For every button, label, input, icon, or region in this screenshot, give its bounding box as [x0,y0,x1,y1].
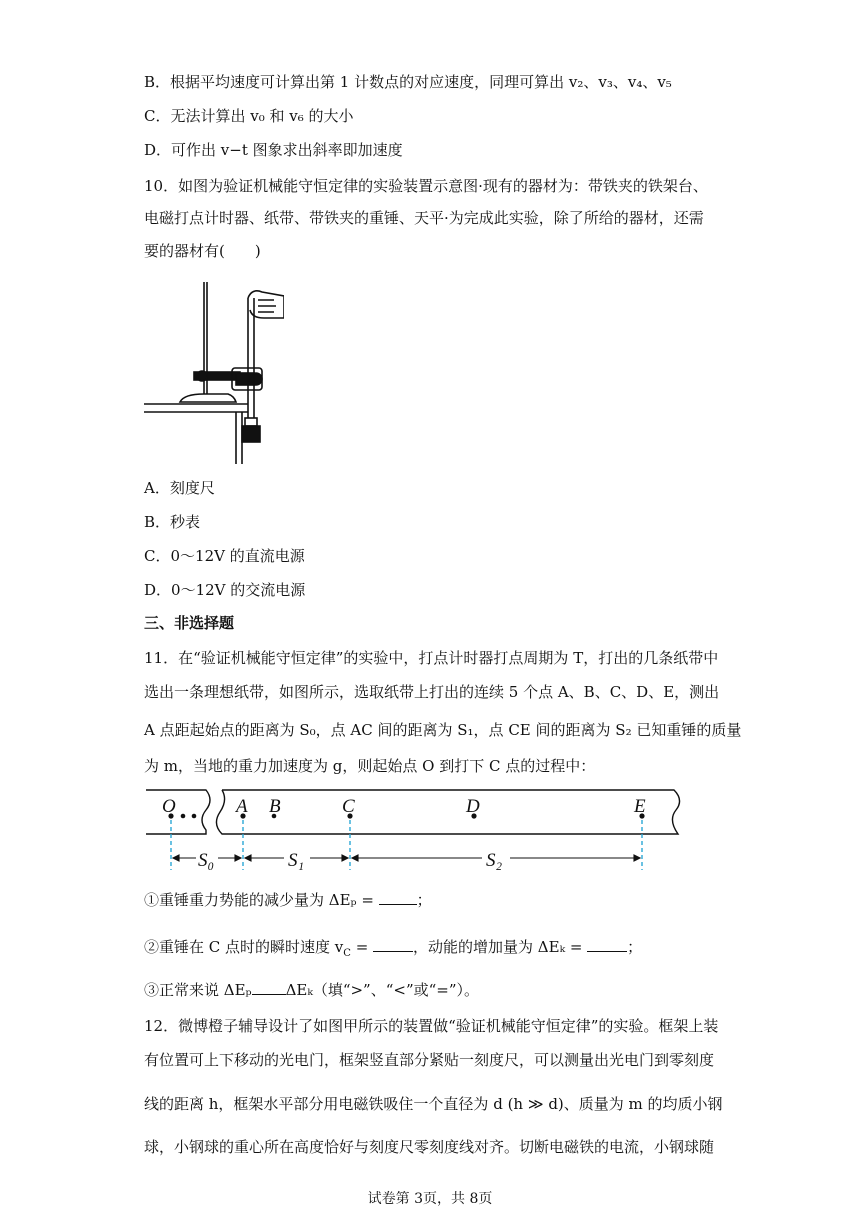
q10-option-a: A．刻度尺 [144,479,215,497]
q11-sub2-eq: = [350,938,374,956]
tape-label-a: A [236,796,248,817]
tape-label-b: B [269,796,281,817]
q12-stem-line4: 球，小钢球的重心所在高度恰好与刻度尺零刻度线对齐。切断电磁铁的电流，小钢球随 [144,1138,715,1156]
section-title: 三、非选择题 [144,614,235,632]
q10-stem-line2: 电磁打点计时器、纸带、带铁夹的重锤、天平·为完成此实验，除了所给的器材，还需 [144,209,704,227]
q11-sub1-end: ； [416,891,432,909]
q9-option-d: D．可作出 v−t 图象求出斜率即加速度 [144,141,403,159]
tape-label-c: C [342,796,355,817]
q11-sub3-text2: ΔEₖ（填“>”、“<”或“=”）。 [285,981,480,999]
q11-sub2-subscript: C [343,948,351,959]
q12-stem-line2: 有位置可上下移动的光电门，框架竖直部分紧贴一刻度尺，可以测量出光电门到零刻度 [144,1051,715,1069]
q11-sub2 [144,937,642,964]
tape-label-s2: S₂ [486,850,503,871]
q11-sub1 [144,890,432,910]
q10-stem-line3: 要的器材有( ) [144,242,261,260]
q11-stem-line4: 为 m，当地的重力加速度为 g，则起始点 O 到打下 C 点的过程中： [144,757,596,775]
q11-sub1-text: ①重锤重力势能的减少量为 ΔEₚ = [144,891,379,909]
q11-sub3-blank[interactable] [252,980,286,995]
q11-sub1-blank[interactable] [379,890,417,905]
tape-label-d: D [466,796,480,817]
q10-option-d: D．0～12V 的交流电源 [144,581,306,599]
paper-tape-figure [140,786,700,882]
apparatus-figure [144,278,284,464]
q10-option-b: B．秒表 [144,513,201,531]
q11-sub2-blank2[interactable] [587,937,627,952]
q11-stem-line1: 11．在“验证机械能守恒定律”的实验中，打点计时器打点周期为 T，打出的几条纸带中 [144,649,719,667]
q10-option-c: C．0～12V 的直流电源 [144,547,305,565]
q9-option-c: C．无法计算出 v₀ 和 v₆ 的大小 [144,107,354,125]
q11-sub2-blank1[interactable] [373,937,413,952]
q11-sub2-end: ； [627,938,643,956]
q10-stem-line1: 10．如图为验证机械能守恒定律的实验装置示意图·现有的器材为：带铁夹的铁架台、 [144,177,708,195]
tape-label-o: O [162,796,176,817]
q12-stem-line3: 线的距离 h，框架水平部分用电磁铁吸住一个直径为 d (h ≫ d)、质量为 m 的均质小钢 [144,1095,723,1113]
q11-stem-line3: A 点距起始点的距离为 S₀，点 AC 间的距离为 S₁，点 CE 间的距离为 S₂ 已知重锤的质量 [144,721,742,739]
q11-sub2-text2: ，动能的增加量为 ΔEₖ = [413,938,588,956]
q9-option-b: B．根据平均速度可计算出第 1 计数点的对应速度，同理可算出 v₂、v₃、v₄、v₅ [144,73,672,91]
tape-label-e: E [634,796,646,817]
q11-sub3-text: ③正常来说 ΔEₚ [144,981,252,999]
page-footer: 试卷第 3页，共 8页 [367,1191,493,1207]
tape-label-s1: S₁ [288,850,305,871]
tape-label-s0: S₀ [198,850,215,871]
q11-stem-line2: 选出一条理想纸带，如图所示，选取纸带上打出的连续 5 个点 A、B、C、D、E，测出 [144,683,720,701]
q11-sub3 [144,980,479,1000]
q11-sub2-text: ②重锤在 C 点时的瞬时速度 v [144,938,344,956]
q12-stem-line1: 12．微博橙子辅导设计了如图甲所示的装置做“验证机械能守恒定律”的实验。框架上装 [144,1017,719,1035]
